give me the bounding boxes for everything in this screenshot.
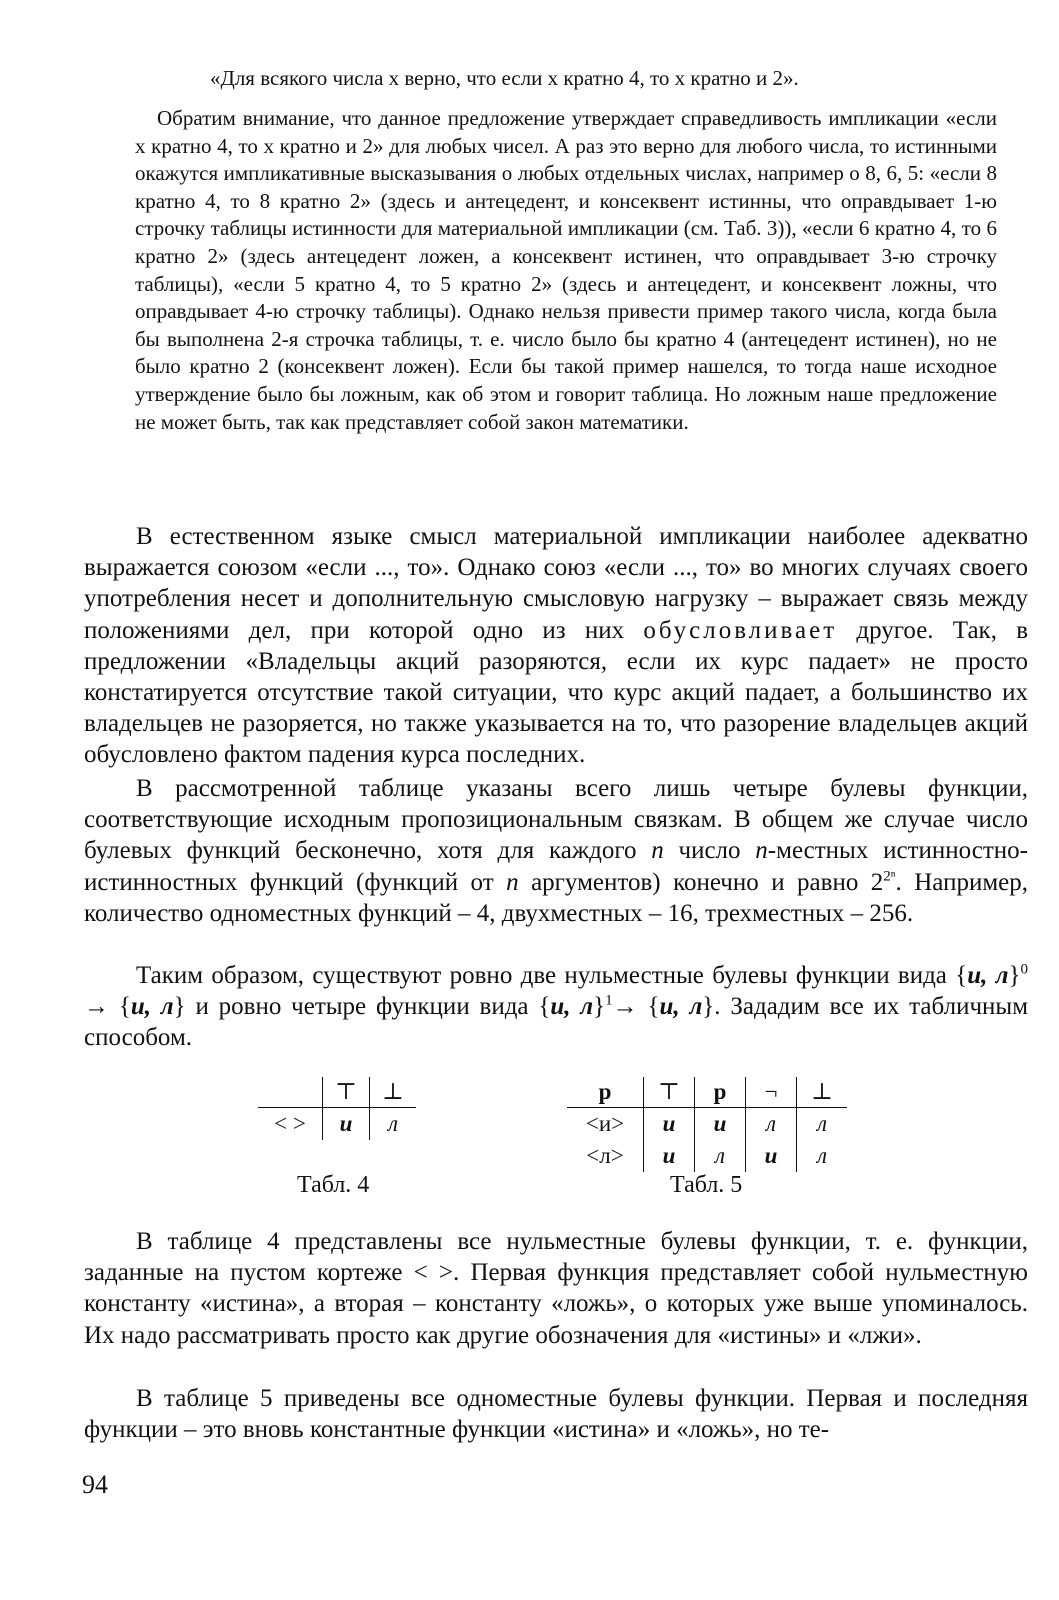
p5-text: В таблице 5 приведены все одноместные булевы функции. Первая и последняя функции – это вновь константные функции «истина» и «ложь», но те-: [84, 1385, 1028, 1444]
table-5-cell: л: [746, 1108, 797, 1141]
table-5-cell: и: [695, 1108, 746, 1141]
table-row: [567, 1140, 847, 1172]
table-5-header: [567, 1077, 847, 1108]
p2-exponent: 2ⁿ: [883, 868, 896, 885]
table-5-cell: и: [746, 1140, 797, 1172]
table-5-cell: л: [695, 1140, 746, 1172]
p2-text-e: . Например, количество одноместных функций – 4, двухместных – 16, трехместных – 256.: [84, 868, 1028, 927]
p2-var-n3: n: [506, 868, 519, 896]
paragraph-implication: [84, 521, 1028, 771]
p3-set-4: и, л: [659, 993, 703, 1021]
table-5-cell: и: [644, 1108, 695, 1141]
quote-line: «Для всякого числа x верно, что если x кратно 4, то x кратно и 2».: [210, 66, 799, 90]
table-5-cell: <л>: [586, 1143, 624, 1168]
table-4-cell: л: [370, 1108, 417, 1141]
p2-text-c: -местных истинностно-истинностных функций (функций от: [84, 837, 1028, 896]
table-5-cell: и: [644, 1140, 695, 1172]
p1-text-a: В естественном языке смысл материальной импликации наиболее адекватно выражается союзом «если ..., то». Однако союз «если ..., то» во многих случаях своего употребления несет и дополнительную смысловую нагрузку – выражает связь между положениями дел, при которой одно из них: [84, 523, 1028, 644]
paragraph-table4: [84, 1226, 1028, 1351]
paragraph-nullary: [84, 960, 1028, 1054]
table-4-cell: < >: [274, 1111, 306, 1136]
p3-exponent-0: 0: [1020, 961, 1029, 978]
table-4-caption: Табл. 4: [297, 1172, 370, 1198]
p2-text-b: число: [663, 837, 756, 865]
table-5-header-cell: p: [567, 1077, 644, 1108]
p3-text-g: }. Зададим все их табличным способом.: [84, 993, 1029, 1052]
p2-var-n2: n: [755, 837, 768, 865]
p3-set-2: и, л: [130, 993, 174, 1021]
table-4: [258, 1077, 416, 1140]
table-4-header-cell: ⊥: [370, 1077, 417, 1108]
p3-text-f: → {: [612, 993, 660, 1021]
paragraph-boolean-functions: [84, 773, 1028, 929]
table-5-header-cell: ¬: [746, 1077, 797, 1108]
p3-set-1: и, л: [967, 962, 1009, 989]
p3-set-3: и, л: [550, 993, 594, 1021]
page-number: 94: [82, 1470, 108, 1499]
p2-text-d: аргументов) конечно и равно 2: [518, 868, 884, 896]
table-row: [567, 1108, 847, 1141]
table-5-header-cell: p: [695, 1077, 746, 1108]
p3-text-e: }: [593, 993, 606, 1021]
p1-text-b: другое. Так, в предложении «Владельцы акций разоряются, если их курс падает» не просто констатируется отсутствие такой ситуации, что курс акций падает, а большинство их владельцев не разоряется, но также указывается на то, что разорение владельцев акций обусловлено фактом падения курса последних.: [84, 616, 1028, 769]
table-4-cell: и: [323, 1108, 370, 1141]
table-5-cell: <и>: [585, 1111, 625, 1136]
table-5-caption: Табл. 5: [670, 1172, 743, 1198]
table-5: [567, 1077, 847, 1172]
table-row: [258, 1108, 416, 1141]
p3-text-c: → {: [84, 993, 131, 1021]
p3-exponent-1: 1: [605, 992, 613, 1009]
table-5-header-cell: ⊥: [797, 1077, 848, 1108]
paragraph-table5: [84, 1383, 1028, 1445]
table-5-cell: л: [797, 1108, 848, 1141]
p3-text-d: } и ровно четыре функции вида {: [173, 993, 551, 1021]
p3-text-a: Таким образом, существуют ровно две нульместные булевы функции вида {: [136, 962, 968, 989]
table-4-header: [258, 1077, 416, 1108]
p4-text: В таблице 4 представлены все нульместные булевы функции, т. е. функции, заданные на пустом кортеже < >. Первая функция представляет собой нульместную константу «истина», а вторая – константу «ложь», о которых уже выше упоминалось. Их надо рассматривать просто как другие обозначения для «истины» и «лжи».: [84, 1228, 1028, 1349]
p3-text-b: }: [1008, 962, 1021, 989]
table-5-header-cell: ⊤: [644, 1077, 695, 1108]
table-5-cell: л: [797, 1140, 848, 1172]
table-4-header-cell: ⊤: [323, 1077, 370, 1108]
p1-spaced-word: обусловливает: [643, 616, 838, 644]
table-4-header-cell: [258, 1077, 323, 1108]
p2-var-n1: n: [651, 837, 664, 865]
p2-text-a: В рассмотренной таблице указаны всего лишь четыре булевы функции, соответствующие исходным пропозициональным связкам. В общем же случае число булевых функций бесконечно, хотя для каждого: [84, 775, 1028, 865]
example-text: Обратим внимание, что данное предложение утверждает справедливость импликации «если x кратно 4, то x кратно и 2» для любых чисел. А раз это верно для любого числа, то истинными окажутся импликативные высказывания о любых отдельных числах, например о 8, 6, 5: «если 8 кратно 4, то 8 кратно 2» (здесь и антецедент, и консеквент истинны, что оправдывает 1-ю строчку таблицы истинности для материальной импликации (см. Таб. 3)), «если 6 кратно 4, то 6 кратно 2» (здесь антецедент ложен, а консеквент истинен, что оправдывает 3-ю строчку таблицы), «если 5 кратно 4, то 5 кратно 2» (здесь и антецедент, и консеквент ложны, что оправдывает 4-ю строчку таблицы). Однако нельзя привести пример такого числа, когда была бы выполнена 2-я строчка таблицы, т. е. число было бы кратно 4 (антецедент истинен), но не было кратно 2 (консеквент ложен). Если бы такой пример нашелся, то тогда наше исходное утверждение было бы ложным, как об этом и говорит таблица. Но ложным наше предложение не может быть, так как представляет собой закон математики.: [135, 106, 997, 434]
example-paragraph: [135, 105, 997, 436]
